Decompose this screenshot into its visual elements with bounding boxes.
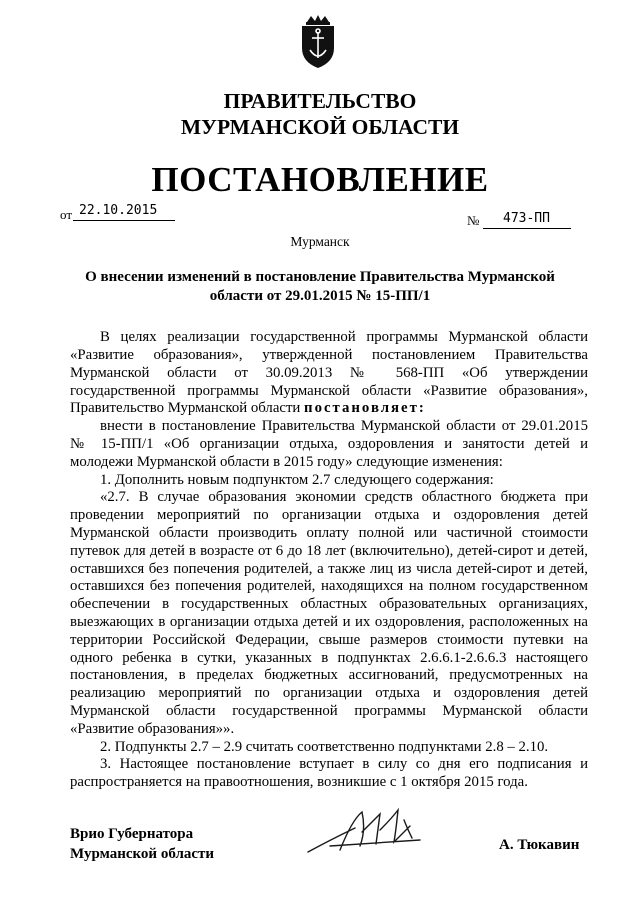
city-name: Мурманск [290, 234, 350, 249]
subject-line-2: области от 29.01.2015 № 15-ПП/1 [209, 288, 431, 304]
body-line: 3. Настоящее постановление вступает в силу со дня его подписания и [100, 756, 588, 772]
document-date: 22.10.2015 [73, 201, 175, 221]
signer-name: А. Тюкавин [499, 837, 580, 853]
body-line: оставшихся без попечения родителей, а также лиц из числа детей-сирот и детей, [70, 561, 588, 577]
body-line: одного ребенка в сутки, указанных в подпунктах 2.6.6.1-2.6.6.3 настоящего [70, 650, 588, 666]
coat-of-arms-emblem [292, 12, 344, 70]
body-line: молодежи Мурманской области в 2015 году» следующие изменения: [70, 454, 503, 470]
body-line: оставшихся без попечения родителей, находящихся на полном государственном [70, 578, 588, 594]
body-line: территории Российской Федерации, свыше размеров стоимости путевки на [70, 632, 588, 648]
body-line: 2. Подпункты 2.7 – 2.9 считать соответственно подпунктами 2.8 – 2.10. [100, 739, 549, 755]
signer-title-line2: Мурманской области [70, 846, 215, 862]
body-line: обеспечении в государственных областных образовательных организациях, [70, 596, 588, 612]
date-prefix: от [60, 207, 73, 222]
body-line: путевок для детей в возрасте от 6 до 18 лет (включительно), детей-сирот и детей, [70, 543, 588, 559]
body-line: проведении мероприятий по организации отдыха и оздоровления детей [70, 507, 588, 523]
body-line: Мурманской области государственной программы Мурманской области [70, 703, 588, 719]
body-line: распространяется на правоотношения, возникшие с 1 октября 2015 года. [70, 774, 528, 790]
resolves-word: постановляет: [304, 400, 426, 416]
body-line: «Развитие образования», утвержденной постановлением Правительства [70, 347, 588, 363]
body-line: «2.7. В случае образования экономии средств областного бюджета при [100, 489, 588, 505]
government-name-line2: МУРМАНСКОЙ ОБЛАСТИ [180, 115, 460, 139]
body-line: «Развитие образования»». [70, 721, 235, 737]
handwritten-signature [300, 800, 440, 862]
document-type-title: ПОСТАНОВЛЕНИЕ [151, 160, 489, 199]
body-line: постановления, в пределах бюджетных ассигнований, предусмотренных на [70, 667, 588, 683]
body-line: внести в постановление Правительства Мурманской области от 29.01.2015 [100, 418, 588, 434]
body-line: государственной программы Мурманской области «Развитие образования», [70, 383, 588, 399]
body-line: реализацию мероприятий по организации отдыха и оздоровления детей [70, 685, 588, 701]
body-line: 1. Дополнить новым подпунктом 2.7 следующего содержания: [100, 472, 494, 488]
body-line: В целях реализации государственной программы Мурманской области [100, 329, 588, 345]
number-sign: № [467, 213, 480, 228]
government-name-line1: ПРАВИТЕЛЬСТВО [223, 89, 417, 113]
document-number: 473-ПП [483, 209, 571, 229]
body-line: Мурманской области производить оплату полной или частичной стоимости [70, 525, 588, 541]
body-line-text: Правительство Мурманской области [70, 400, 301, 416]
subject-line-1: О внесении изменений в постановление Правительства Мурманской [85, 269, 555, 285]
body-line: Мурманской области от 30.09.2013 № 568-ПП «Об утверждении [70, 365, 588, 381]
body-line [70, 400, 588, 418]
body-line: № 15-ПП/1 «Об организации отдыха, оздоровления и занятости детей и [70, 436, 588, 452]
body-line: выезжающих в организации отдыха детей и их оздоровления, расположенных на [70, 614, 588, 630]
signer-title-line1: Врио Губернатора [70, 826, 194, 842]
